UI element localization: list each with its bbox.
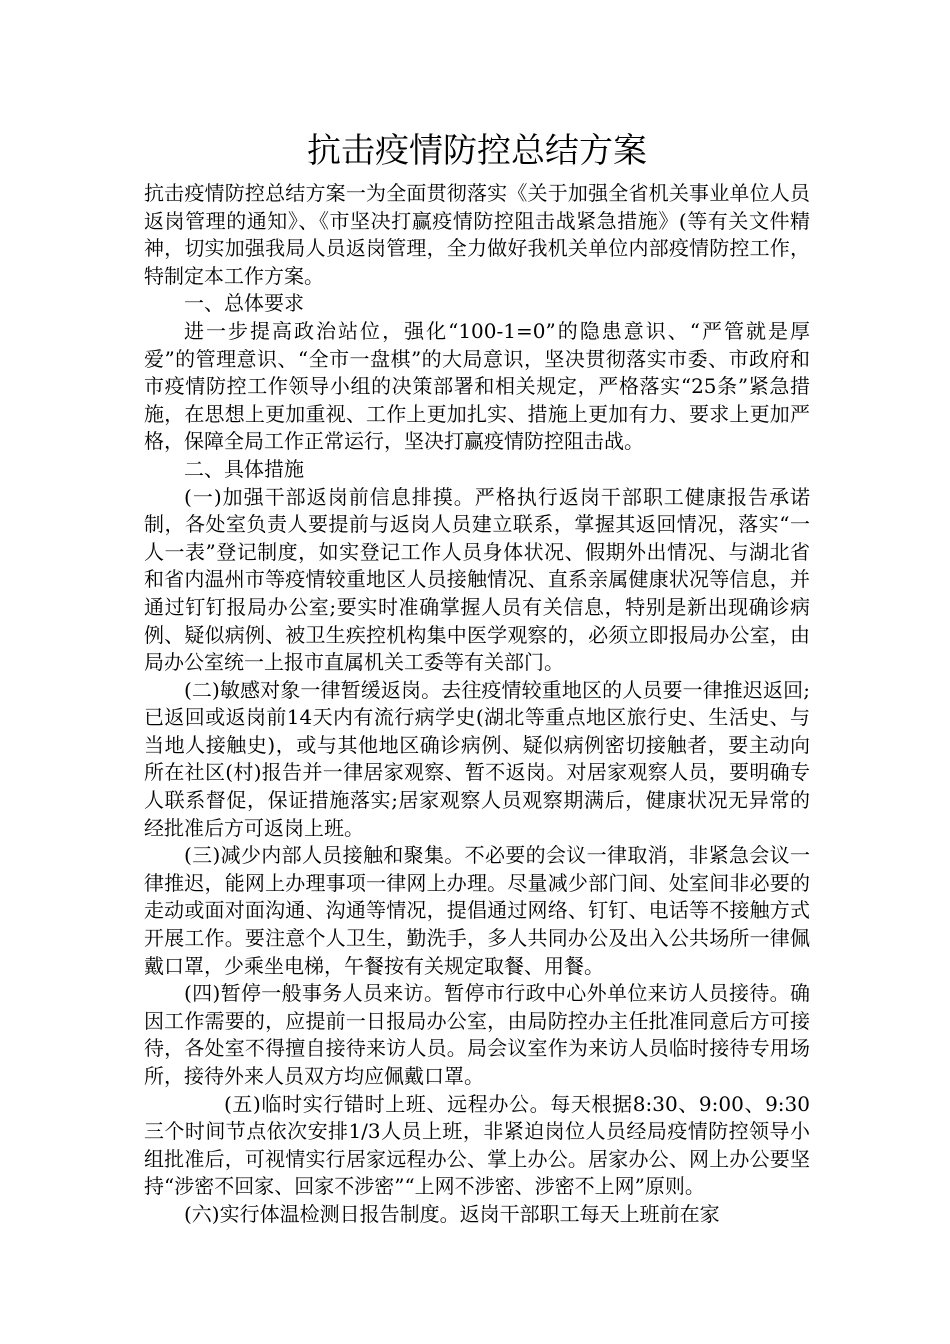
paragraph-measure-2: (二)敏感对象一律暂缓返岗。去往疫情较重地区的人员要一律推迟返回;已返回或返岗前14天内有流行病学史(湖北等重点地区旅行史、生活史、与当地人接触史)，或与其他地区确诊病例、疑似病例密切接触者，要主动向所在社区(村)报告并一律居家观察、暂不返岗。对居家观察人员，要明确专人联系督促，保证措施落实;居家观察人员观察期满后，健康状况无异常的经批准后方可返岗上班。 [144, 677, 810, 840]
paragraph-measure-4: (四)暂停一般事务人员来访。暂停市行政中心外单位来访人员接待。确因工作需要的，应提前一日报局办公室，由局防控办主任批准同意后方可接待，各处室不得擅自接待来访人员。局会议室作为来访人员临时接待专用场所，接待外来人员双方均应佩戴口罩。 [144, 981, 810, 1088]
paragraph-general-requirements: 进一步提高政治站位，强化“100-1=0”的隐患意识、“严管就是厚爱”的管理意识、“全市一盘棋”的大局意识，坚决贯彻落实市委、市政府和市疫情防控工作领导小组的决策部署和相关规定，严格落实“25条”紧急措施，在思想上更加重视、工作上更加扎实、措施上更加有力、要求上更加严格，保障全局工作正常运行，坚决打赢疫情防控阻击战。 [144, 318, 810, 454]
paragraph-measure-1: (一)加强干部返岗前信息排摸。严格执行返岗干部职工健康报告承诺制，各处室负责人要提前与返岗人员建立联系，掌握其返回情况，落实“一人一表”登记制度，如实登记工作人员身体状况、假期外出情况、与湖北省和省内温州市等疫情较重地区人员接触情况、直系亲属健康状况等信息，并通过钉钉报局办公室;要实时准确掌握人员有关信息，特别是新出现确诊病例、疑似病例、被卫生疾控机构集中医学观察的，必须立即报局办公室，由局办公室统一上报市直属机关工委等有关部门。 [144, 484, 810, 675]
section-heading-general: 一、总体要求 [184, 291, 304, 316]
document-body [144, 180, 810, 1229]
document-title: 抗击疫情防控总结方案 [307, 131, 647, 171]
paragraph-measure-5: (五)临时实行错时上班、远程办公。每天根据8:30、9:00、9:30三个时间节点依次安排1/3人员上班，非紧迫岗位人员经局疫情防控领导小组批准后，可视情实行居家远程办公、掌上办公。居家办公、网上办公要坚持“涉密不回家、回家不涉密”“上网不涉密、涉密不上网”原则。 [144, 1091, 810, 1199]
section-heading-measures: 二、具体措施 [184, 456, 304, 481]
paragraph-measure-6: (六)实行体温检测日报告制度。返岗干部职工每天上班前在家 [184, 1201, 720, 1226]
intro-paragraph: 抗击疫情防控总结方案一为全面贯彻落实《关于加强全省机关事业单位人员返岗管理的通知》、《市坚决打赢疫情防控阻击战紧急措施》(等有关文件精神，切实加强我局人员返岗管理，全力做好我机关单位内部疫情防控工作，特制定本工作方案。 [144, 181, 810, 288]
paragraph-measure-3: (三)减少内部人员接触和聚集。不必要的会议一律取消，非紧急会议一律推迟，能网上办理事项一律网上办理。尽量减少部门间、处室间非必要的走动或面对面沟通、沟通等情况，提倡通过网络、钉钉、电话等不接触方式开展工作。要注意个人卫生，勤洗手，多人共同办公及出入公共场所一律佩戴口罩，少乘坐电梯，午餐按有关规定取餐、用餐。 [144, 843, 810, 978]
